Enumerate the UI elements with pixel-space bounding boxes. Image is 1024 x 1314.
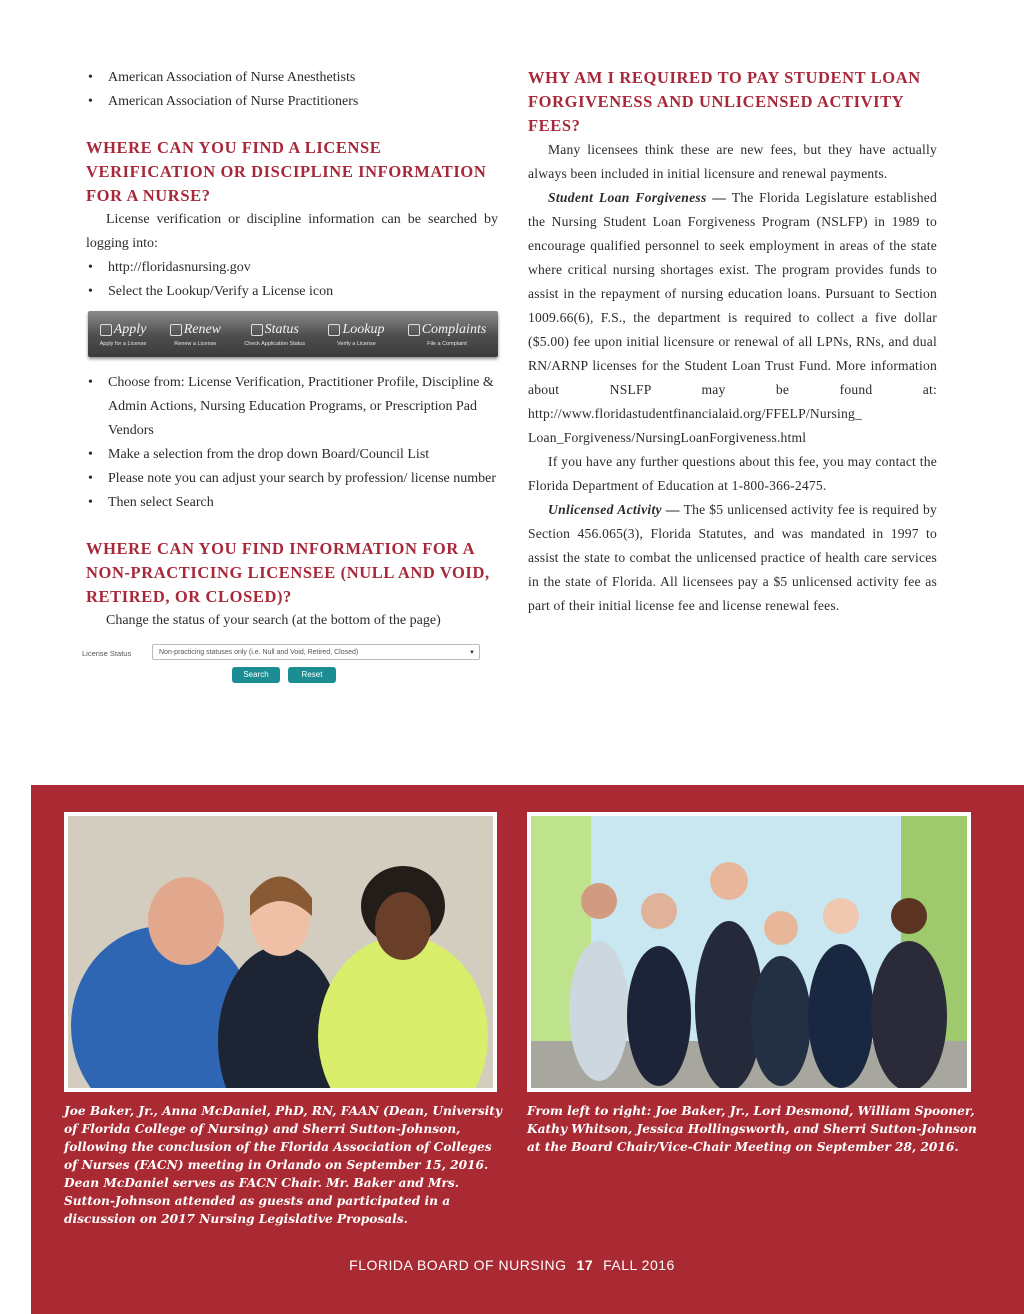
paragraph-contact: If you have any further questions about this fee, you may contact the Florida Department of Education at 1-800-366-2475. (528, 454, 937, 493)
nav-label: Renew (183, 321, 222, 337)
license-status-select[interactable] (152, 644, 480, 660)
student-loan-body: The Florida Legislature established the Nursing Student Loan Forgiveness Program (NSLFP) in 1989 to encourage qualified personnel to seek employment in areas of the state where critical nursing shortages exist. The program provides funds to assist in the repayment of nursing education loans. Pursuant to Section 1009.66(6), F.S., the department is required to collect a five dollar ($5.00) fee upon initial licensure or renewal of all LPNs, RNs, and dual RN/ARNP licenses for the Student Loan Trust Fund. More information about NSLFP may be found at: http://www.floridastudentfinancialaid.org/FFELP/Nursing_ Loan_Forgiveness/NursingLoanForgiveness.html (528, 190, 937, 445)
student-loan-title: Student Loan Forgiveness (548, 190, 707, 205)
list-item: • Make a selection from the drop down Board/Council List (86, 443, 498, 467)
photo-caption-1: Joe Baker, Jr., Anna McDaniel, PhD, RN, FAAN (Dean, University of Florida College of Nursing) and Sherri Sutton-Johnson, following the conclusion of the Florida Association of Colleges of Nurses (FACN) meeting in Orlando on September 15, 2016. Dean McDaniel serves as FACN Chair. Mr. Baker and Mrs. Sutton-Johnson attended as guests and participated in a discussion on 2017 Nursing Legislative Proposals. (64, 1104, 502, 1226)
list-item: • Choose from: License Verification, Practitioner Profile, Discipline & Admin Actions, Nursing Education Programs, or Prescription Pad Vendors (86, 371, 498, 443)
apply-icon (100, 324, 112, 336)
people-illustration (531, 816, 967, 1088)
paragraph-verification: License verification or discipline information can be searched by logging into: (86, 212, 498, 251)
nav-status-button[interactable] (244, 322, 305, 347)
verification-steps (86, 256, 498, 304)
nav-sublabel: Check Application Status (244, 340, 306, 347)
nav-complaints-button[interactable] (408, 322, 487, 347)
right-column (528, 66, 937, 618)
heading-license-verification: WHERE CAN YOU FIND A LICENSE VERIFICATION OR DISCIPLINE INFORMATION FOR A NURSE? (86, 138, 487, 205)
unlicensed-activity-body: The $5 unlicensed activity fee is required by Section 456.065(3), Florida Statutes, and was mandated in 1997 to assist the state to combat the unlicensed practice of health care services in the state of Florida. All licensees pay a $5 unlicensed activity fee as part of their initial license fee and license renewal fees. (528, 502, 937, 613)
em-dash: — (706, 190, 732, 205)
footer-issue: FALL 2016 (603, 1257, 675, 1273)
list-item: • Select the Lookup/Verify a License icon (86, 280, 498, 304)
heading-non-practicing: WHERE CAN YOU FIND INFORMATION FOR A NON-PRACTICING LICENSEE (NULL AND VOID, RETIRED, OR CLOSED)? (86, 539, 490, 606)
nav-sublabel: Renew a License (174, 340, 217, 347)
paragraph-student-loan (528, 186, 937, 450)
renew-icon (170, 324, 182, 336)
list-item: • Then select Search (86, 491, 498, 515)
page-number: 17 (576, 1257, 594, 1273)
list-item: • American Association of Nurse Practitioners (86, 90, 498, 114)
heading-fees: WHY AM I REQUIRED TO PAY STUDENT LOAN FORGIVENESS AND UNLICENSED ACTIVITY FEES? (528, 68, 921, 135)
lookup-icon (328, 324, 340, 336)
unlicensed-activity-title: Unlicensed Activity (548, 502, 662, 517)
group-photo-chair-meeting (527, 812, 971, 1092)
nav-sublabel: File a Complaint (427, 340, 467, 347)
photo-band (31, 785, 1024, 1314)
nav-label: Status (264, 321, 299, 337)
left-column (82, 66, 498, 703)
nav-apply-button[interactable] (100, 322, 147, 347)
nav-label: Apply (113, 321, 147, 337)
reset-button[interactable]: Reset (288, 667, 336, 683)
license-status-form-image (82, 641, 498, 703)
association-list (86, 66, 498, 114)
photo-caption-2: From left to right: Joe Baker, Jr., Lori Desmond, William Spooner, Kathy Whitson, Jessica Hollingsworth, and Sherri Sutton-Johnson at the Board Chair/Vice-Chair Meeting on September 28, 2016. (527, 1104, 977, 1154)
nav-label: Complaints (421, 321, 487, 337)
nav-lookup-button[interactable] (328, 322, 384, 347)
status-icon (251, 324, 263, 336)
em-dash: — (661, 502, 684, 517)
list-item: • American Association of Nurse Anesthetists (86, 66, 498, 90)
chevron-down-icon: ▼ (469, 650, 475, 656)
search-button[interactable]: Search (232, 667, 280, 683)
select-value: Non-practicing statuses only (i.e. Null and Void, Retired, Closed) (159, 649, 359, 656)
page-footer (0, 1257, 1024, 1273)
nav-label: Lookup (342, 321, 385, 337)
search-steps (86, 371, 498, 515)
paragraph-fees-intro: Many licensees think these are new fees, but they have actually always been included in initial licensure and renewal payments. (528, 142, 937, 181)
nav-sublabel: Apply for a License (99, 340, 147, 347)
paragraph-unlicensed-activity (528, 498, 937, 618)
paragraph-non-practicing: Change the status of your search (at the bottom of the page) (106, 613, 441, 628)
license-status-label: License Status (82, 649, 132, 658)
people-illustration (68, 816, 493, 1088)
complaints-icon (408, 324, 420, 336)
list-item-url[interactable]: • http://floridasnursing.gov (86, 256, 498, 280)
footer-publication: FLORIDA BOARD OF NURSING (349, 1257, 567, 1273)
lookup-nav-bar-image (88, 311, 498, 357)
group-photo-facn (64, 812, 497, 1092)
nav-renew-button[interactable] (170, 322, 221, 347)
list-item: • Please note you can adjust your search by profession/ license number (86, 467, 498, 491)
nav-sublabel: Verify a License (337, 340, 376, 347)
